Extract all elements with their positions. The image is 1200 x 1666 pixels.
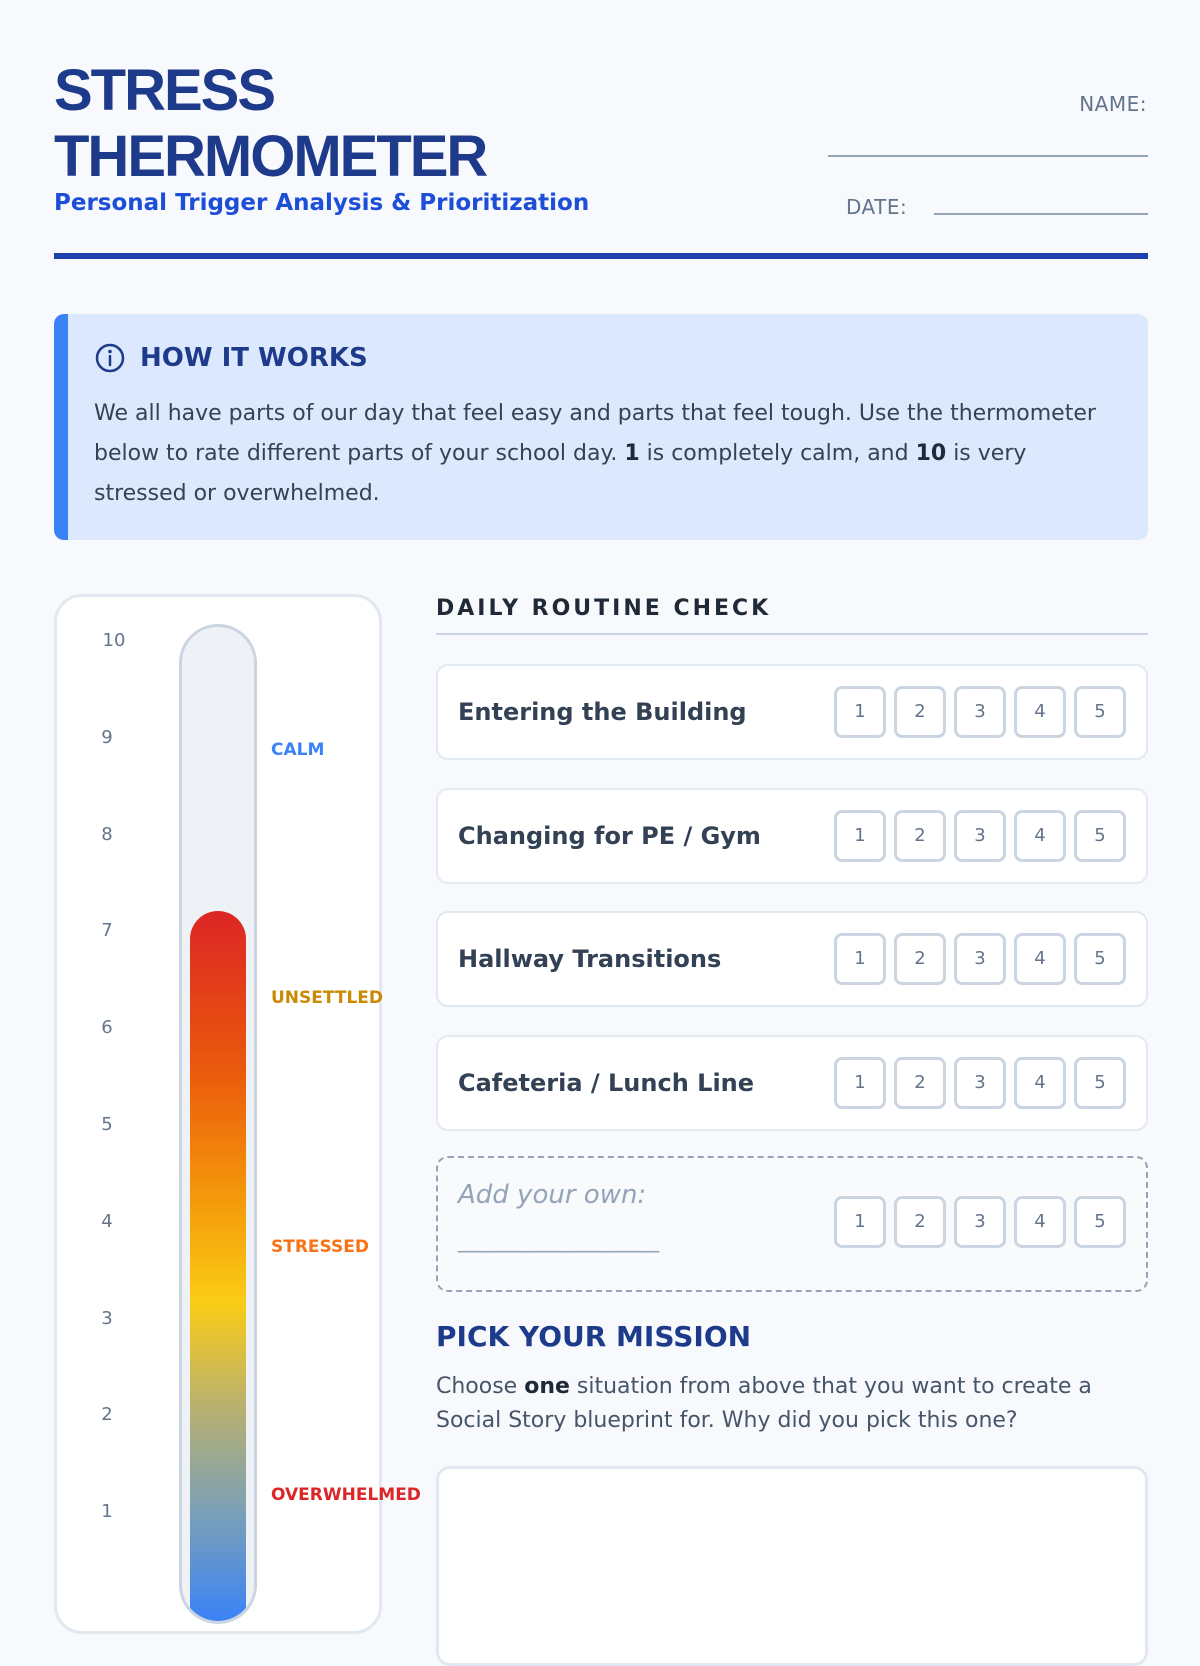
how-it-works-text-part: is completely calm, and (639, 441, 916, 466)
rating-box-3[interactable]: 3 (954, 810, 1006, 862)
mission-text-part: situation from above that you want to create a Social Story blueprint for. Why did you pick this one? (436, 1374, 1092, 1433)
scale-tick: 6 (101, 1017, 113, 1039)
routine-row (436, 664, 1148, 760)
routine-row (436, 911, 1148, 1007)
custom-routine-label: Add your own: (458, 1180, 647, 1210)
rating-box-2[interactable]: 2 (894, 1196, 946, 1248)
rating-box-4[interactable]: 4 (1014, 686, 1066, 738)
scale-tick: 9 (101, 726, 113, 748)
rating-box-1[interactable]: 1 (834, 1196, 886, 1248)
zone-label-stressed: STRESSED (271, 1237, 369, 1257)
zone-label-unsettled: UNSETTLED (271, 988, 384, 1008)
rating-scale (834, 1057, 1126, 1109)
daily-routine-divider (436, 633, 1148, 635)
rating-scale (834, 1196, 1126, 1248)
scale-tick: 4 (101, 1210, 113, 1232)
date-field-line[interactable] (934, 213, 1148, 215)
rating-scale (834, 686, 1126, 738)
header-divider (54, 253, 1148, 259)
how-it-works-bold-1: 1 (624, 441, 640, 466)
zone-label-calm: CALM (271, 740, 325, 760)
how-it-works-header (94, 342, 1108, 374)
name-label: NAME: (1079, 92, 1147, 116)
custom-routine-blank[interactable]: ____________________ (458, 1228, 658, 1253)
rating-box-4[interactable]: 4 (1014, 1196, 1066, 1248)
rating-scale (834, 933, 1126, 985)
rating-box-4[interactable]: 4 (1014, 1057, 1066, 1109)
mission-text (436, 1370, 1148, 1438)
rating-box-2[interactable]: 2 (894, 1057, 946, 1109)
scale-tick: 7 (101, 920, 113, 942)
rating-box-2[interactable]: 2 (894, 933, 946, 985)
thermometer-fill (190, 911, 246, 1621)
date-label: DATE: (846, 195, 908, 219)
mission-answer-box[interactable] (436, 1466, 1148, 1666)
scale-tick: 3 (101, 1307, 113, 1329)
rating-box-2[interactable]: 2 (894, 810, 946, 862)
scale-tick: 2 (101, 1404, 113, 1426)
rating-box-4[interactable]: 4 (1014, 933, 1066, 985)
routine-row-label: Cafeteria / Lunch Line (458, 1069, 755, 1097)
rating-box-1[interactable]: 1 (834, 933, 886, 985)
scale-tick: 8 (101, 823, 113, 845)
rating-box-1[interactable]: 1 (834, 1057, 886, 1109)
routine-row-label: Hallway Transitions (458, 945, 722, 973)
rating-box-2[interactable]: 2 (894, 686, 946, 738)
how-it-works-text (94, 394, 1108, 514)
rating-box-5[interactable]: 5 (1074, 1057, 1126, 1109)
how-it-works-text-part: is very stressed or overwhelmed. (94, 441, 1027, 506)
name-field-line[interactable] (828, 155, 1148, 157)
page-title (54, 58, 486, 190)
rating-box-5[interactable]: 5 (1074, 810, 1126, 862)
rating-box-3[interactable]: 3 (954, 686, 1006, 738)
rating-box-5[interactable]: 5 (1074, 686, 1126, 738)
scale-tick: 1 (101, 1501, 113, 1523)
rating-box-1[interactable]: 1 (834, 686, 886, 738)
title-line-1: STRESS (54, 58, 275, 123)
rating-box-5[interactable]: 5 (1074, 933, 1126, 985)
how-it-works-bold-10: 10 (915, 441, 947, 466)
thermometer-tube (179, 624, 257, 1624)
mission-title: PICK YOUR MISSION (436, 1320, 752, 1353)
rating-box-1[interactable]: 1 (834, 810, 886, 862)
routine-row-label: Changing for PE / Gym (458, 822, 761, 850)
routine-row-label: Entering the Building (458, 698, 747, 726)
rating-box-3[interactable]: 3 (954, 1196, 1006, 1248)
info-icon (94, 342, 126, 374)
rating-box-3[interactable]: 3 (954, 1057, 1006, 1109)
mission-text-bold: one (524, 1374, 570, 1399)
routine-row (436, 1035, 1148, 1131)
zone-label-overwhelmed: OVERWHELMED (271, 1485, 421, 1505)
title-line-2: THERMOMETER (54, 124, 487, 189)
mission-text-part: Choose (436, 1374, 525, 1399)
how-it-works-text-part: We all have parts of our day that feel easy and parts that feel tough. Use the thermometer below to rate different parts of your school day. (94, 401, 1096, 466)
rating-box-3[interactable]: 3 (954, 933, 1006, 985)
rating-box-4[interactable]: 4 (1014, 810, 1066, 862)
page-subtitle: Personal Trigger Analysis & Prioritization (54, 190, 590, 216)
rating-box-5[interactable]: 5 (1074, 1196, 1126, 1248)
rating-scale (834, 810, 1126, 862)
scale-tick: 5 (101, 1114, 113, 1135)
scale-tick: 10 (102, 630, 126, 651)
how-it-works-title: HOW IT WORKS (140, 343, 368, 373)
daily-routine-heading: DAILY ROUTINE CHECK (436, 596, 772, 621)
custom-routine-row (436, 1156, 1148, 1292)
routine-row (436, 788, 1148, 884)
how-it-works-box (54, 314, 1148, 540)
